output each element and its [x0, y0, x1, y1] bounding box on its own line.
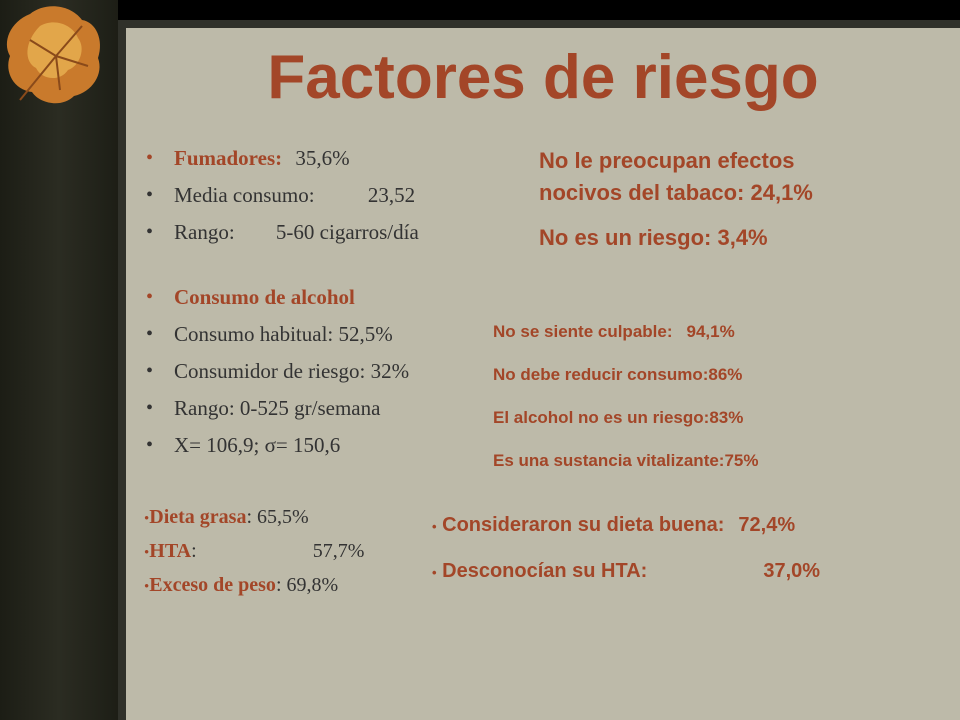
bullet-icon: •	[432, 565, 437, 580]
note-label: Consideraron su dieta buena:	[442, 514, 725, 536]
bullet-icon: •	[146, 286, 154, 308]
bullet-icon: •	[146, 360, 154, 382]
dieta-label: Dieta grasa	[149, 506, 247, 528]
tabaco-note-line: nocivos del tabaco: 24,1%	[539, 180, 813, 205]
alcohol-item: X= 106,9; σ= 150,6	[174, 433, 341, 457]
bullet-icon: •	[146, 434, 154, 456]
tabaco-note-line: No le preocupan efectos	[539, 148, 795, 173]
fumadores-value: 35,6%	[295, 146, 350, 170]
alcohol-item: Rango: 0-525 gr/semana	[174, 396, 381, 420]
alcohol-note	[493, 439, 759, 482]
slide-shadow-left	[118, 20, 126, 720]
bullet-icon: •	[144, 511, 150, 527]
dieta-value: : 65,5%	[246, 506, 309, 528]
note-label: No se siente culpable:	[493, 322, 673, 341]
hta-label: HTA	[149, 540, 192, 562]
tabaco-list	[142, 140, 419, 251]
note-value: 72,4%	[738, 514, 796, 536]
list-item	[144, 534, 364, 568]
list-item	[142, 214, 419, 251]
list-item	[144, 500, 364, 534]
list-item	[142, 427, 409, 464]
hta-colon: :	[191, 540, 197, 562]
list-item	[142, 390, 409, 427]
list-item	[142, 353, 409, 390]
note-value: 94,1%	[686, 322, 735, 341]
tabaco-note-2: No es un riesgo: 3,4%	[539, 225, 768, 250]
alcohol-note	[493, 310, 759, 353]
list-item	[432, 548, 820, 594]
list-item	[142, 316, 409, 353]
alcohol-note	[493, 353, 759, 396]
bullet-icon: •	[146, 184, 154, 206]
autumn-leaf-icon	[0, 0, 110, 110]
bullet-icon: •	[146, 147, 154, 169]
alcohol-notes	[493, 310, 759, 482]
media-consumo-value: 23,52	[367, 183, 416, 207]
bullet-icon: •	[144, 545, 150, 561]
alcohol-item: Consumidor de riesgo: 32%	[174, 359, 410, 383]
peso-label: Exceso de peso	[149, 574, 276, 596]
tabaco-note-1	[539, 145, 813, 209]
alcohol-note	[493, 396, 759, 439]
alcohol-heading: Consumo de alcohol	[174, 285, 355, 309]
list-item	[432, 502, 820, 548]
rango-label: Rango:	[174, 220, 235, 244]
note-value: 75%	[724, 451, 759, 470]
note-value: 83%	[709, 408, 744, 427]
list-item	[144, 568, 364, 602]
alcohol-list	[142, 279, 409, 464]
hta-value: 57,7%	[312, 540, 365, 562]
bullet-icon: •	[146, 397, 154, 419]
note-label: El alcohol no es un riesgo:	[493, 408, 710, 427]
otros-list	[144, 500, 364, 602]
note-label: No debe reducir consumo:	[493, 365, 709, 384]
note-value: 37,0%	[763, 560, 821, 582]
list-item	[142, 140, 419, 177]
note-value: 86%	[708, 365, 743, 384]
bullet-icon: •	[146, 323, 154, 345]
media-consumo-label: Media consumo:	[174, 183, 315, 207]
list-item	[142, 279, 409, 316]
bullet-icon: •	[146, 221, 154, 243]
fumadores-label: Fumadores:	[174, 146, 283, 170]
rango-value: 5-60 cigarros/día	[275, 220, 419, 244]
slide-title: Factores de riesgo	[267, 43, 819, 112]
bullet-icon: •	[432, 519, 437, 534]
note-label: Desconocían su HTA:	[442, 560, 648, 582]
peso-value: : 69,8%	[275, 574, 339, 596]
bullet-icon: •	[144, 579, 150, 595]
note-label: Es una sustancia vitalizante:	[493, 451, 725, 470]
slide-shadow-top	[118, 20, 960, 28]
otros-notes	[432, 502, 820, 594]
list-item	[142, 177, 419, 214]
alcohol-item: Consumo habitual: 52,5%	[174, 322, 393, 346]
